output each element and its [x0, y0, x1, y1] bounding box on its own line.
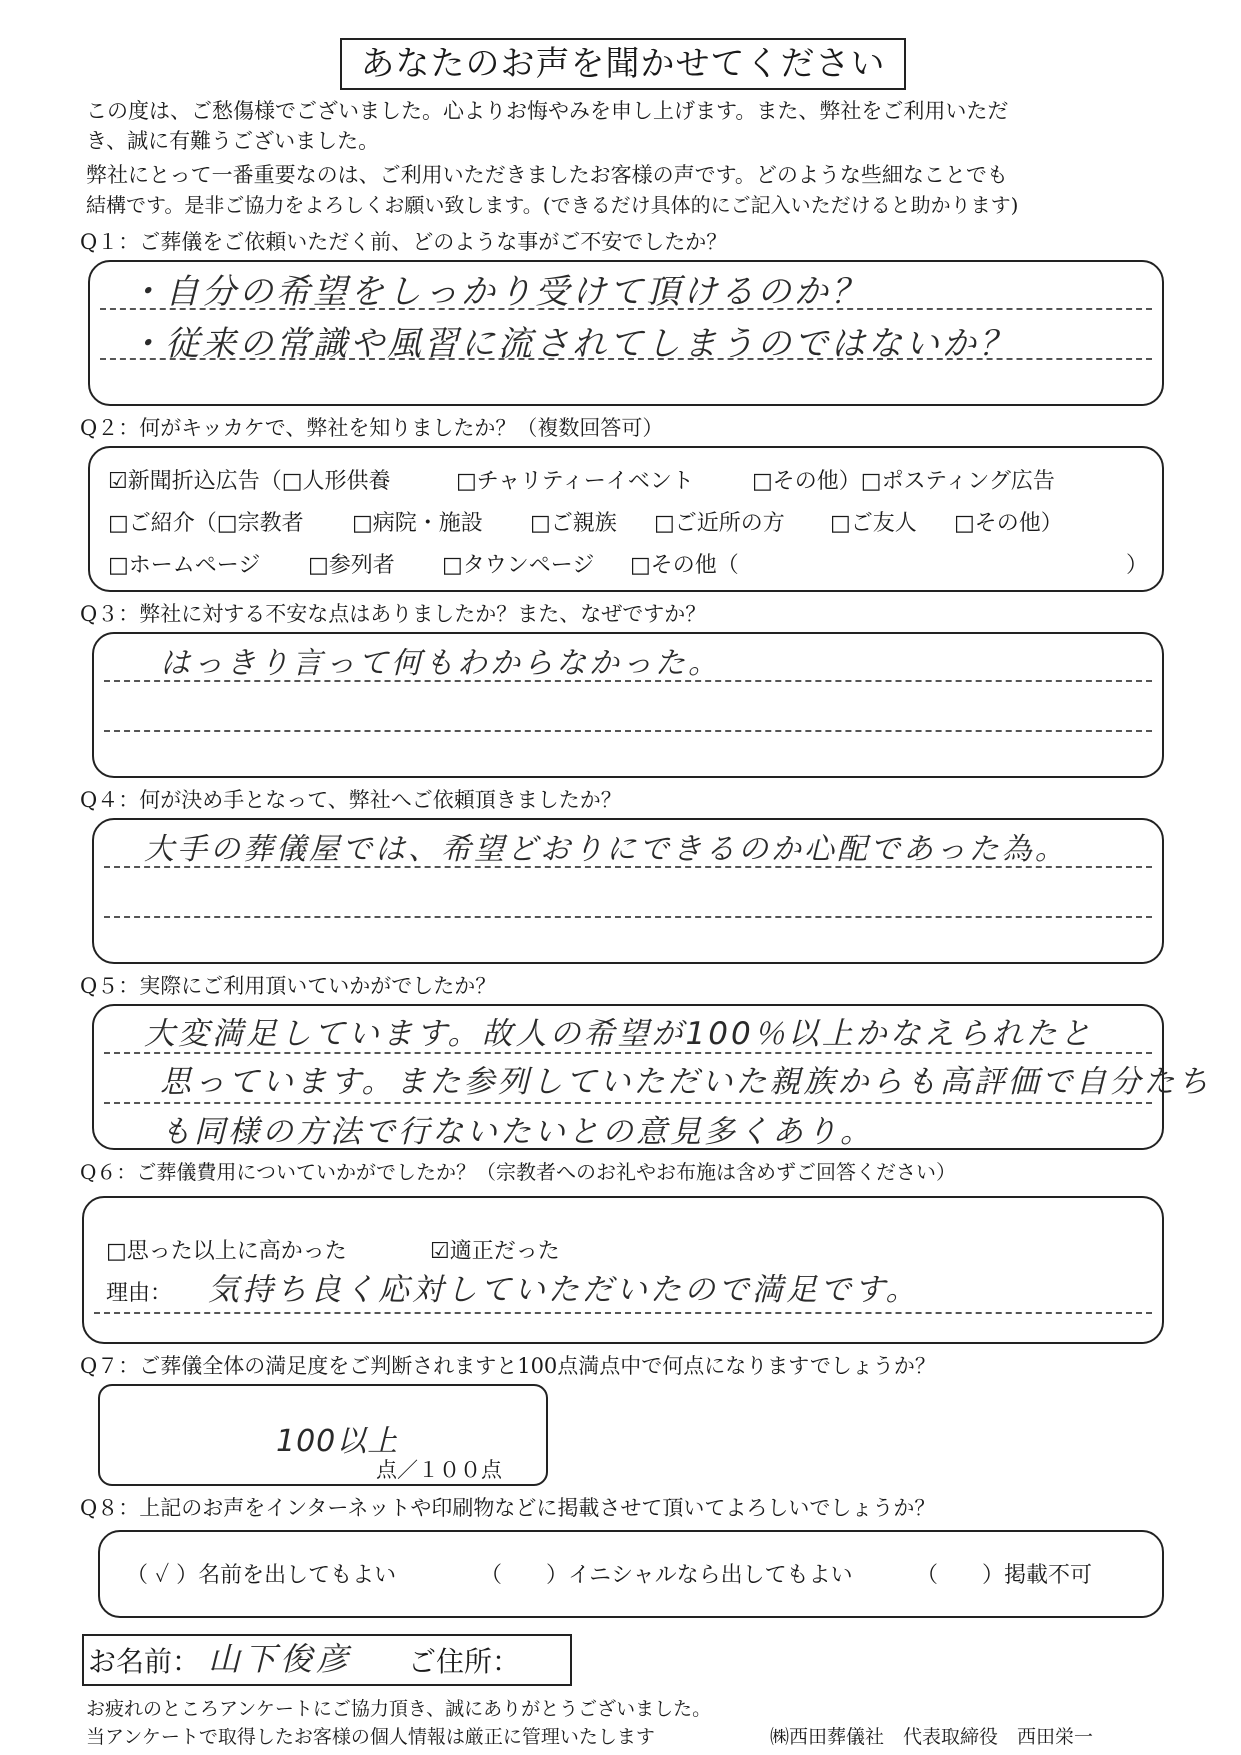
q1-answer-box[interactable] [88, 260, 1164, 406]
name-label: お名前： [88, 1645, 201, 1678]
q2-option-posting[interactable]: □その他）□ポスティング広告 [752, 469, 1055, 494]
q2-option-newspaper[interactable]: ☑新聞折込広告（□人形供養 [108, 469, 391, 494]
q2-option-hospital[interactable]: □病院・施設 [352, 511, 483, 536]
customer-name: 山下俊彦 [208, 1640, 353, 1678]
q3-answer-box[interactable] [92, 632, 1164, 778]
q2-option-other[interactable]: □その他） [954, 511, 1063, 536]
rule-line [104, 1102, 1152, 1104]
rule-line [104, 916, 1152, 918]
q4-answer-box[interactable] [92, 818, 1164, 964]
intro-line-1: この度は、ご愁傷様でございました。心よりお悔やみを申し上げます。また、弊社をご利用いただ [86, 99, 1009, 123]
q8-option-initials-ok[interactable]: （ ）イニシャルなら出してもよい [480, 1563, 853, 1588]
intro-line-3: 弊社にとって一番重要なのは、ご利用いただきましたお客様の声です。どのような些細なことでも [86, 163, 1008, 187]
q7-score-box[interactable] [98, 1384, 548, 1486]
footer-privacy: 当アンケートで取得したお客様の個人情報は厳正に管理いたします [86, 1726, 655, 1748]
q1-answer-2: ・従来の常識や風習に流されてしまうのではないか？ [128, 324, 1016, 364]
q1-question: Q１：ご葬儀をご依頼いただく前、どのような事がご不安でしたか？ [80, 230, 728, 254]
q5-answer-3: も同様の方法で行ないたいとの意見多くあり。 [160, 1114, 874, 1150]
q2-option-charity[interactable]: □チャリティーイベント [456, 469, 694, 494]
q4-answer: 大手の葬儀屋では、希望どおりにできるのか心配であった為。 [144, 832, 1068, 867]
q8-question: Q８：上記のお声をインターネットや印刷物などに掲載させて頂いてよろしいでしょうか？ [80, 1496, 936, 1520]
q2-option-neighbors[interactable]: □ご近所の方 [654, 511, 785, 536]
q2-option-introduction[interactable]: □ご紹介（□宗教者 [108, 511, 304, 536]
q2-option-homepage[interactable]: □ホームページ [108, 553, 261, 578]
q2-option-friends[interactable]: □ご友人 [830, 511, 917, 536]
footer-thanks: お疲れのところアンケートにご協力頂き、誠にありがとうございました。 [86, 1698, 712, 1720]
q3-answer: はっきり言って何もわからなかった。 [160, 646, 721, 681]
q5-answer-1: 大変満足しています。故人の希望が100％以上かなえられたと [144, 1016, 1094, 1052]
q5-answer-2: 思っています。また参列していただいた親族からも高評価で自分たち [160, 1064, 1212, 1100]
q2-option-townpage[interactable]: □タウンページ [442, 553, 595, 578]
q5-answer-box[interactable] [92, 1004, 1212, 1150]
intro-line-2: き、誠に有難うございました。 [86, 129, 380, 153]
q7-question: Q７：ご葬儀全体の満足度をご判断されますと100点満点中で何点になりますでしょうか？ [80, 1354, 936, 1378]
q6-answer-box [82, 1196, 1164, 1344]
q4-question: Q４：何が決め手となって、弊社へご依頼頂きましたか？ [80, 788, 622, 812]
q6-question: Q６：ご葬儀費用についていかがでしたか？（宗教者へのお礼やお布施は含めずご回答ください） [80, 1160, 956, 1184]
q6-option-expensive[interactable]: □思った以上に高かった [106, 1239, 347, 1264]
q2-close-paren: ） [1126, 553, 1149, 578]
q2-option-other-2[interactable]: □その他（ [630, 553, 739, 578]
intro-line-4: 結構です。是非ご協力をよろしくお願い致します。(できるだけ具体的にご記入いただけると助かります) [86, 193, 1019, 217]
rule-line [94, 1312, 1152, 1314]
q2-options-box [88, 446, 1164, 592]
signature-underline [82, 1684, 572, 1686]
q6-reason-label: 理由： [106, 1281, 173, 1306]
q6-option-appropriate[interactable]: ☑適正だった [430, 1239, 560, 1264]
q7-score: 100以上 [276, 1424, 399, 1459]
rule-line [104, 730, 1152, 732]
q1-answer-1: ・自分の希望をしっかり受けて頂けるのか？ [128, 272, 868, 312]
q5-question: Q５：実際にご利用頂いていかがでしたか？ [80, 974, 497, 998]
q3-question: Q３：弊社に対する不安な点はありましたか？また、なぜですか？ [80, 602, 707, 626]
q2-option-relatives[interactable]: □ご親族 [530, 511, 617, 536]
q8-option-name-ok[interactable]: （ ✓ ）名前を出してもよい [126, 1563, 397, 1588]
footer-company: ㈱西田葬儀社 代表取締役 西田栄一 [770, 1726, 1094, 1748]
address-label: ご住所： [408, 1645, 521, 1678]
page-title: あなたのお声を聞かせてください [340, 38, 906, 90]
q8-options-box [98, 1530, 1164, 1618]
q6-reason: 気持ち良く応対していただいたので満足です。 [208, 1272, 920, 1308]
q2-question: Q２：何がキッカケで、弊社を知りましたか？（複数回答可） [80, 416, 664, 440]
q8-option-no-publish[interactable]: （ ）掲載不可 [916, 1563, 1093, 1588]
q2-option-attendee[interactable]: □参列者 [308, 553, 395, 578]
q7-score-suffix: 点／１００点 [376, 1458, 502, 1482]
